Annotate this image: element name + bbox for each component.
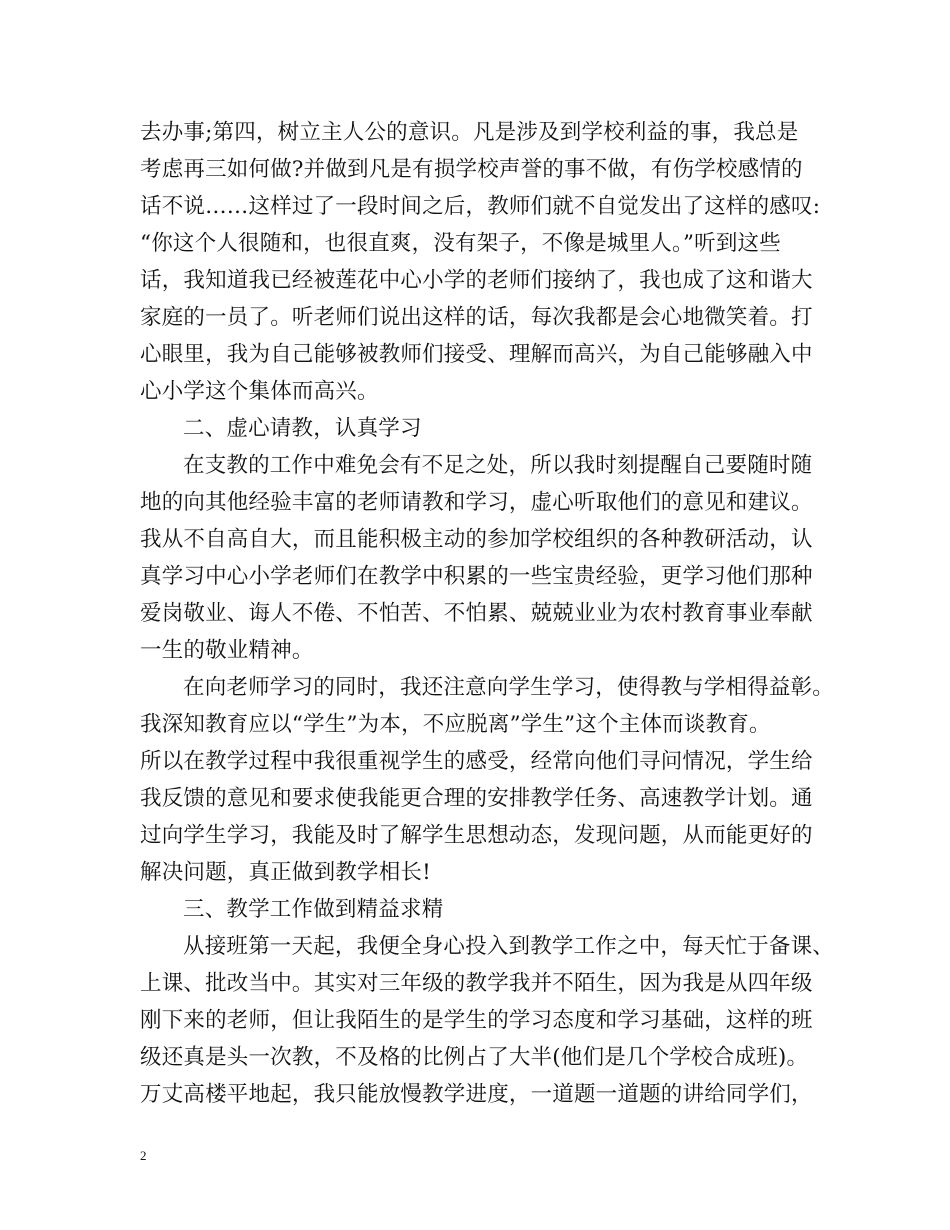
text-line: 我深知教育应以“学生”为本，不应脱离”学生”这个主体而谈教育。 [140,712,771,737]
text-line: 话不说……这样过了一段时间之后，教师们就不自觉发出了这样的感叹: [140,194,821,219]
text-line: 解决问题，真正做到教学相长! [140,860,431,885]
text-line: 我反馈的意见和要求使我能更合理的安排教学任务、高速教学计划。通 [140,786,813,811]
body-text [140,114,835,1113]
text-line: 在向老师学习的同时，我还注意向学生学习，使得教与学相得益彰。 [183,675,835,700]
text-line: 我从不自高自大，而且能积极主动的参加学校组织的各种教研活动，认 [140,527,813,552]
page-number: 2 [140,1148,147,1163]
text-line: 话，我知道我已经被莲花中心小学的老师们接纳了，我也成了这和谐大 [140,268,813,293]
text-line: “你这个人很随和，也很直爽，没有架子，不像是城里人。”听到这些 [140,231,781,256]
text-line: 去办事;第四，树立主人公的意识。凡是涉及到学校利益的事，我总是 [140,120,799,145]
text-line: 过向学生学习，我能及时了解学生思想动态，发现问题，从而能更好的 [140,823,813,848]
text-line: 心眼里，我为自己能够被教师们接受、理解而高兴，为自己能够融入中 [140,342,813,367]
text-line: 心小学这个集体而高兴。 [140,379,379,404]
text-line: 考虑再三如何做?并做到凡是有损学校声誉的事不做，有伤学校感情的 [140,157,803,182]
text-line: 所以在教学过程中我很重视学生的感受，经常向他们寻问情况，学生给 [140,749,813,774]
text-line: 家庭的一员了。听老师们说出这样的话，每次我都是会心地微笑着。打 [140,305,813,330]
text-line: 上课、批改当中。其实对三年级的教学我并不陌生，因为我是从四年级 [140,971,813,996]
text-line: 在支教的工作中难免会有不足之处，所以我时刻提醒自己要随时随 [183,453,813,478]
text-line: 真学习中心小学老师们在教学中积累的一些宝贵经验，更学习他们那种 [140,564,813,589]
text-line: 爱岗敬业、诲人不倦、不怕苦、不怕累、兢兢业业为农村教育事业奉献 [140,601,813,626]
text-line: 万丈高楼平地起，我只能放慢教学进度，一道题一道题的讲给同学们， [140,1082,813,1107]
text-line: 从接班第一天起，我便全身心投入到教学工作之中，每天忙于备课、 [183,934,835,959]
text-line: 地的向其他经验丰富的老师请教和学习，虚心听取他们的意见和建议。 [140,490,813,515]
text-line: 二、虚心请教，认真学习 [183,416,422,441]
text-line: 刚下来的老师，但让我陌生的是学生的学习态度和学习基础，这样的班 [140,1008,813,1033]
text-line: 级还真是头一次教，不及格的比例占了大半(他们是几个学校合成班)。 [140,1045,809,1070]
text-line: 三、教学工作做到精益求精 [183,897,444,922]
text-line: 一生的敬业精神。 [140,638,314,663]
